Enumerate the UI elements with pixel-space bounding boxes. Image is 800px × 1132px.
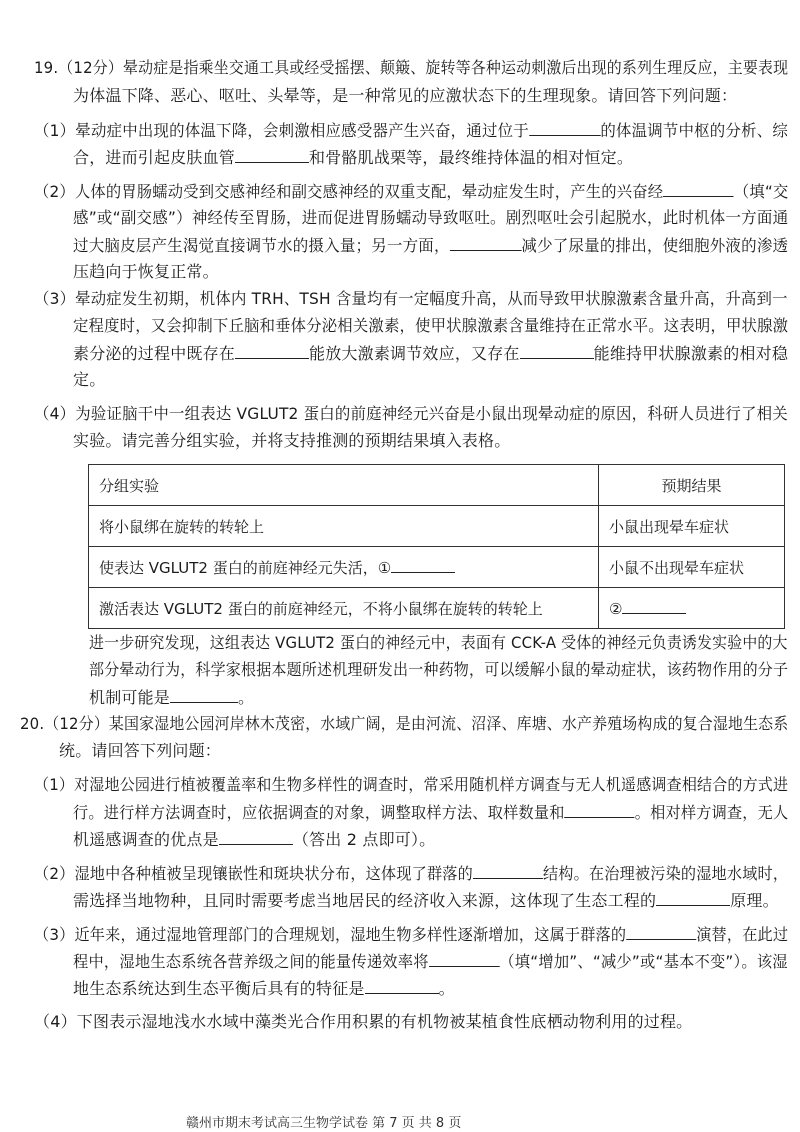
answer-blank[interactable] <box>622 598 686 614</box>
q20-intro-line-1: 20.（12分）某国家湿地公园河岸林木茂密，水域广阔，是由河流、沼泽、库塘、水产养殖场构成的复合湿地生态系 <box>20 714 789 733</box>
q19-p2-text-d: 减少了尿量的排出，使细胞外液的渗透 <box>521 236 789 255</box>
answer-blank[interactable] <box>656 890 730 906</box>
q19-part2-line-2: 感”或“副交感”）神经传至胃肠，进而促进胃肠蠕动导致呕吐。剧烈呕吐会引起脱水，此时机体一方面通 <box>73 208 789 227</box>
q20-p2-text-d: 原理。 <box>730 891 779 910</box>
table-header-row <box>89 465 785 506</box>
q19-part2-line-3 <box>73 235 788 256</box>
table-cell <box>89 547 599 588</box>
answer-blank[interactable] <box>473 863 543 879</box>
q19-p2-text-b: （填“交 <box>733 182 789 201</box>
page-footer: 赣州市期末考试高三生物学试卷 第 7 页 共 8 页 <box>186 1116 462 1131</box>
q19-after-line-3 <box>89 687 254 708</box>
answer-blank[interactable] <box>391 557 455 573</box>
q20-p3-text-f: 。 <box>438 979 455 998</box>
q20-part3-line-3 <box>73 978 455 999</box>
q19-p2-text-a: （2）人体的胃肠蠕动受到交感神经和副交感神经的双重支配，晕动症发生时，产生的兴奋经 <box>34 182 664 201</box>
q20-part2-line-2 <box>73 890 779 911</box>
q20-p3-text-c: 程中，湿地生态系统各营养级之间的能量传递效率将 <box>73 952 429 971</box>
answer-blank[interactable] <box>450 235 522 251</box>
answer-blank[interactable] <box>170 687 238 703</box>
q20-part1-line-3 <box>73 829 435 850</box>
table-header-cell: 预期结果 <box>599 465 785 506</box>
q20-p1-text-d: （答出 2 点即可）。 <box>292 830 436 849</box>
q19-part1-line-2 <box>73 147 633 168</box>
table-row <box>89 588 785 629</box>
table-row <box>89 547 785 588</box>
q20-part3-line-1 <box>34 924 788 945</box>
q20-p2-text-b: 结构。在治理被污染的湿地水域时， <box>542 864 789 883</box>
answer-blank[interactable] <box>529 120 600 136</box>
q20-p3-text-e: 地生态系统达到生态平衡后具有的特征是 <box>73 979 365 998</box>
q19-p1-text-d: 和骨骼肌战栗等，最终维持体温的相对恒定。 <box>309 148 634 167</box>
answer-blank[interactable] <box>219 829 293 845</box>
q19-part4-line-1: （4）为验证脑干中一组表达 VGLUT2 蛋白的前庭神经元兴奋是小鼠出现晕动症的原因，科研人员进行了相关 <box>34 404 788 423</box>
q19-part3-line-2: 定程度时，又会抑制下丘脑和垂体分泌相关激素，使甲状腺激素含量维持在正常水平。这表明，甲状腺激 <box>73 316 789 335</box>
q19-p3-text-b: 能放大激素调节效应，又存在 <box>309 344 520 363</box>
table-cell <box>599 588 785 629</box>
table-cell: 小鼠不出现晕车症状 <box>599 547 785 588</box>
table-cell-text: ② <box>609 600 623 618</box>
q19-p1-text-b: 的体温调节中枢的分析、综 <box>600 121 788 140</box>
q19-p2-text-c: 过大脑皮层产生渴觉直接调节水的摄入量；另一方面， <box>73 236 450 255</box>
q19-p1-text-c: 合，进而引起皮肤血管 <box>73 148 236 167</box>
q19-after-line-2: 部分晕动行为，科学家根据本题所述机理研发出一种药物，可以缓解小鼠的晕动症状，该药物作用的分子 <box>89 660 789 679</box>
table-header-cell: 分组实验 <box>89 465 599 506</box>
table-cell: 激活表达 VGLUT2 蛋白的前庭神经元，不将小鼠绑在旋转的转轮上 <box>89 588 599 629</box>
q20-p1-text-a: 行。进行样方法调查时，应依据调查的对象，调整取样方法、取样数量和 <box>73 803 565 822</box>
q20-part4-line-1: （4）下图表示湿地浅水水域中藻类光合作用积累的有机物被某植食性底栖动物利用的过程。 <box>34 1012 693 1031</box>
q20-p3-text-b: 演替，在此过 <box>696 925 789 944</box>
answer-blank[interactable] <box>365 978 439 994</box>
q20-part1-line-1: （1）对湿地公园进行植被覆盖率和生物多样性的调查时，常采用随机样方调查与无人机遥感调查相结合的方式进 <box>34 775 789 794</box>
q20-p1-text-c: 机遥感调查的优点是 <box>73 830 219 849</box>
q20-p2-text-a: （2）湿地中各种植被呈现镶嵌性和斑块状分布，这体现了群落的 <box>34 864 473 883</box>
answer-blank[interactable] <box>663 181 734 197</box>
q19-after-text-a: 机制可能是 <box>89 688 171 707</box>
answer-blank[interactable] <box>520 343 594 359</box>
q20-p3-text-d: （填“增加”、“减少”或“基本不变”）。该湿 <box>499 952 788 971</box>
q19-part2-line-4: 压趋向于恢复正常。 <box>73 262 219 281</box>
q19-part3-line-4: 定。 <box>73 370 106 389</box>
q19-after-line-1: 进一步研究发现，这组表达 VGLUT2 蛋白的神经元中，表面有 CCK-A 受体的神经元负责诱发实验中的大 <box>89 633 788 652</box>
q19-p3-text-c: 能维持甲状腺激素的相对稳 <box>593 344 789 363</box>
answer-blank[interactable] <box>565 802 635 818</box>
q20-part2-line-1 <box>34 863 788 884</box>
q20-part3-line-2 <box>73 951 788 972</box>
q20-p3-text-a: （3）近年来，通过湿地管理部门的合理规划，湿地生物多样性逐渐增加，这属于群落的 <box>34 925 627 944</box>
experiment-table <box>88 464 785 629</box>
answer-blank[interactable] <box>626 924 696 940</box>
answer-blank[interactable] <box>235 343 309 359</box>
q19-after-text-b: 。 <box>238 688 255 707</box>
q19-part3-line-3 <box>73 343 788 364</box>
q20-p2-text-c: 需选择当地物种，且同时需要考虑当地居民的经济收入来源，这体现了生态工程的 <box>73 891 657 910</box>
q19-part3-line-1: （3）晕动症发生初期，机体内 TRH、TSH 含量均有一定幅度升高，从而导致甲状腺激素含量升高，升高到一 <box>34 289 788 308</box>
table-cell: 将小鼠绑在旋转的转轮上 <box>89 506 599 547</box>
table-cell: 小鼠出现晕车症状 <box>599 506 785 547</box>
q19-part2-line-1 <box>34 181 788 202</box>
q20-intro-line-2: 统。请回答下列问题： <box>59 741 222 760</box>
q19-part1-line-1 <box>34 120 788 141</box>
q19-p1-text-a: （1）晕动症中出现的体温下降，会刺激相应感受器产生兴奋，通过位于 <box>34 121 529 140</box>
table-cell-text: 使表达 VGLUT2 蛋白的前庭神经元失活，① <box>99 558 392 577</box>
q19-p3-text-a: 素分泌的过程中既存在 <box>73 344 236 363</box>
q20-part1-line-2 <box>73 802 788 823</box>
q19-part4-line-2: 实验。请完善分组实验，并将支持推测的预期结果填入表格。 <box>73 431 511 450</box>
q19-intro-line-2: 为体温下降、恶心、呕吐、头晕等，是一种常见的应激状态下的生理现象。请回答下列问题： <box>73 86 738 105</box>
answer-blank[interactable] <box>235 147 309 163</box>
q20-p1-text-b: 。相对样方调查，无人 <box>634 803 789 822</box>
answer-blank[interactable] <box>429 951 500 967</box>
q19-intro-line-1: 19.（12分）晕动症是指乘坐交通工具或经受摇摆、颠簸、旋转等各种运动刺激后出现的系列生理反应，主要表现 <box>34 58 789 77</box>
table-row <box>89 506 785 547</box>
